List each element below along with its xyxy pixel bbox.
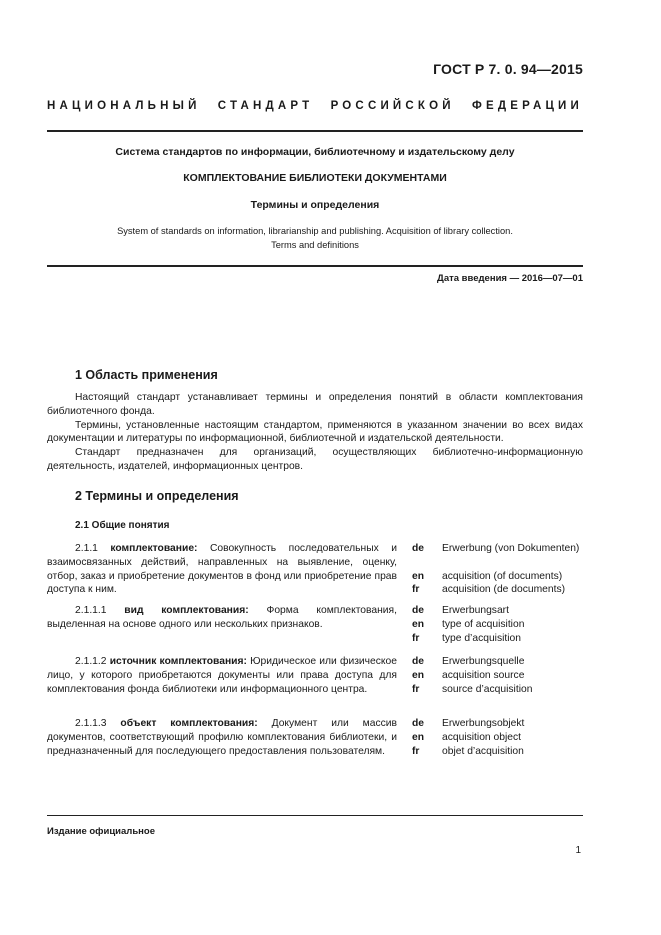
lang-en: en — [412, 731, 425, 743]
footer-divider — [47, 815, 583, 816]
term-text: Документ или массив документов, соответствующий профилю комплектования библиотеки, и предназначенный для последующего предоставления пользователям. — [47, 718, 397, 757]
standards-series: Система стандартов по информации, библиотечному и издательскому делу — [115, 146, 515, 158]
section-1-paragraph: Стандарт предназначен для организаций, осуществляющих библиотечно-информационную деятельность, издателей, информационных центров. — [47, 447, 583, 472]
term-equivalents — [442, 604, 583, 645]
term-name: комплектование: — [110, 543, 198, 554]
term-text: Совокупность последовательных и взаимосвязанных действий, направленных на выявление, оценку, отбор, заказ и приобретение документов в фонд или приобретение прав доступа к ним. — [47, 543, 397, 596]
term-definition — [47, 655, 397, 696]
equivalent-en: acquisition (of documents) — [442, 570, 563, 582]
equivalent-fr: source d’acquisition — [442, 683, 533, 695]
term-name: источник комплектования: — [109, 656, 247, 667]
section-2-heading: 2 Термины и определения — [75, 489, 239, 503]
term-name: объект комплектования: — [120, 718, 258, 729]
section-1-paragraph: Термины, установленные настоящим стандартом, применяются в указанном значении во всех видах документации и литературы по информационной, библиотечной и издательской деятельности. — [47, 419, 583, 445]
term-text: Юридическое или физическое лицо, у которого приобретаются документы или права доступа для комплектования фонда библиотеки или информационного центра. — [47, 656, 397, 695]
official-edition-label: Издание официальное — [47, 826, 155, 837]
term-number: 2.1.1 — [75, 543, 98, 554]
term-number: 2.1.1.2 — [75, 656, 107, 667]
equivalent-en: type of acquisition — [442, 618, 525, 630]
language-codes — [412, 717, 436, 758]
term-equivalents — [442, 655, 583, 696]
term-definition — [47, 717, 397, 758]
language-codes — [412, 542, 436, 597]
english-title — [47, 225, 583, 253]
lang-de: de — [412, 656, 425, 667]
section-1-heading: 1 Область применения — [75, 368, 218, 382]
term-equivalents — [442, 717, 583, 758]
section-2-1-heading: 2.1 Общие понятия — [75, 520, 170, 531]
equivalent-en: acquisition source — [442, 669, 525, 681]
language-codes — [412, 604, 436, 645]
header-divider — [47, 130, 583, 132]
equivalent-fr: objet d’acquisition — [442, 745, 524, 757]
lang-en: en — [412, 570, 425, 582]
equivalent-de: Erwerbungsobjekt — [442, 718, 525, 729]
lang-de: de — [412, 605, 425, 616]
document-title: КОМПЛЕКТОВАНИЕ БИБЛИОТЕКИ ДОКУМЕНТАМИ — [183, 172, 447, 184]
equivalent-de: Erwerbungsart — [442, 605, 509, 616]
page-number: 1 — [575, 845, 581, 856]
standard-designation: ГОСТ Р 7. 0. 94—2015 — [433, 61, 583, 77]
lang-de: de — [412, 543, 425, 554]
term-number: 2.1.1.1 — [75, 605, 107, 616]
term-number: 2.1.1.3 — [75, 718, 107, 729]
lang-de: de — [412, 718, 425, 729]
equivalent-fr: type d’acquisition — [442, 632, 521, 644]
term-name: вид комплектования: — [124, 605, 249, 616]
term-definition — [47, 542, 397, 597]
introduction-date: Дата введения — 2016—07—01 — [437, 273, 583, 284]
lang-en: en — [412, 618, 425, 630]
section-1-body — [47, 391, 583, 474]
document-subtitle: Термины и определения — [250, 199, 380, 211]
equivalent-en: acquisition object — [442, 731, 521, 743]
equivalent-fr: acquisition (de documents) — [442, 584, 566, 596]
lang-fr: fr — [412, 745, 420, 757]
term-definition — [47, 604, 397, 632]
term-text: Форма комплектования, выделенная на основе одного или нескольких признаков. — [47, 605, 397, 630]
national-standard-heading: НАЦИОНАЛЬНЫЙ СТАНДАРТ РОССИЙСКОЙ ФЕДЕРАЦИИ — [47, 100, 583, 112]
lang-en: en — [412, 669, 425, 681]
term-equivalents — [442, 542, 583, 597]
english-title-line2: Terms and definitions — [271, 239, 359, 250]
equivalent-de: Erwerbungsquelle — [442, 656, 525, 667]
title-divider — [47, 265, 583, 267]
lang-fr: fr — [412, 584, 420, 596]
equivalent-de: Erwerbung (von Dokumenten) — [442, 543, 580, 554]
lang-fr: fr — [412, 632, 420, 644]
lang-fr: fr — [412, 683, 420, 695]
section-1-paragraph: Настоящий стандарт устанавливает термины и определения понятий в области комплектования библиотечного фонда. — [47, 392, 583, 417]
language-codes — [412, 655, 436, 696]
english-title-line1: System of standards on information, librarianship and publishing. Acquisition of library collection. — [117, 226, 513, 236]
